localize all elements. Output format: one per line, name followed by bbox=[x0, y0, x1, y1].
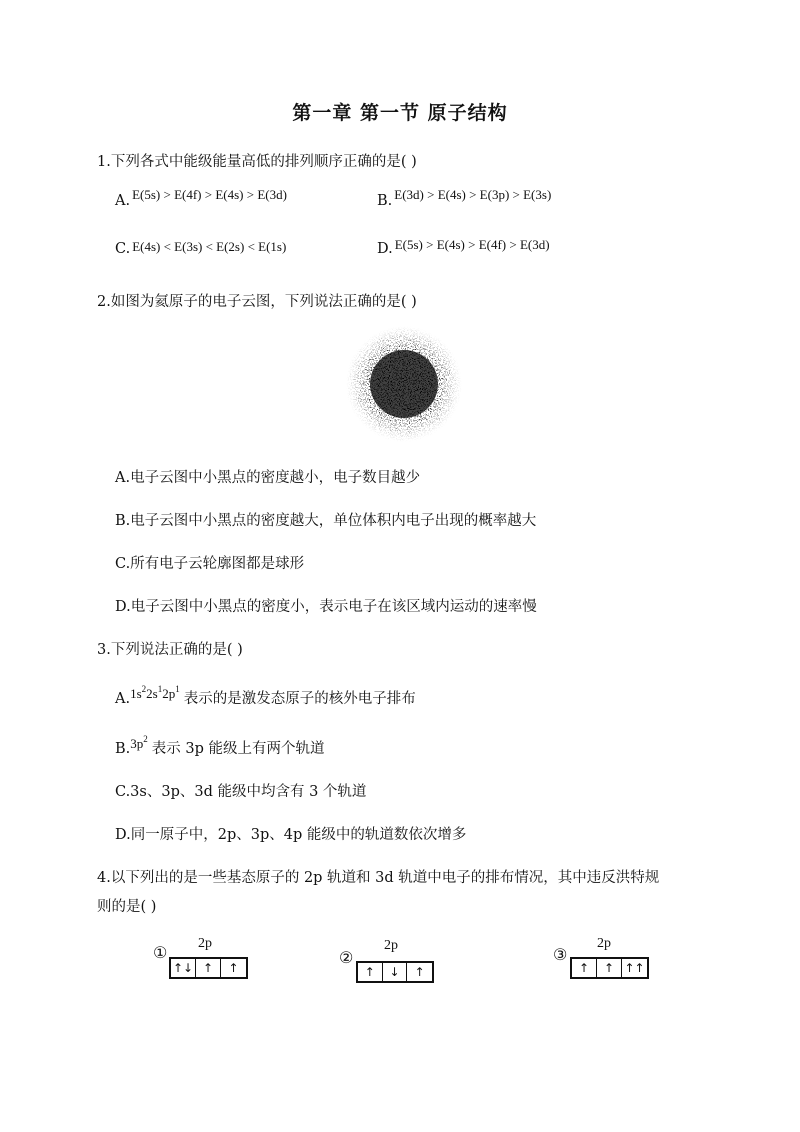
orbital-cell: ↑ bbox=[572, 959, 597, 977]
orbital-box bbox=[570, 957, 649, 979]
diagram-number: ② bbox=[339, 948, 354, 967]
q1-option-a-letter: A. bbox=[115, 193, 131, 209]
q3-option-a[interactable] bbox=[115, 684, 416, 708]
diagram-number: ③ bbox=[553, 945, 568, 964]
q1-option-b[interactable] bbox=[377, 187, 552, 209]
electron-cloud-image bbox=[345, 325, 463, 443]
q2-option-b[interactable]: B.电子云图中小黑点的密度越大，单位体积内电子出现的概率越大 bbox=[115, 513, 537, 529]
q3-option-a-config: $1s^22s^12p^1$ bbox=[130, 684, 180, 701]
orbital-cell: ↑ bbox=[358, 963, 383, 981]
question-3-stem: 3.下列说法正确的是( ) bbox=[97, 642, 243, 658]
q1-option-c[interactable] bbox=[115, 241, 286, 257]
q3-option-d[interactable]: D.同一原子中，2p、3p、4p 能级中的轨道数依次增多 bbox=[115, 827, 467, 843]
orbital-cell: ↑ bbox=[196, 959, 221, 977]
question-4-stem-line2: 则的是( ) bbox=[97, 899, 157, 915]
q2-option-c[interactable]: C.所有电子云轮廓图都是球形 bbox=[115, 556, 305, 572]
q1-option-d[interactable] bbox=[377, 237, 550, 257]
orbital-cell: ↑↑ bbox=[624, 961, 645, 975]
q3-option-a-letter: A. bbox=[115, 691, 131, 707]
q1-option-a-formula: E(5s) > E(4f) > E(4s) > E(3d) bbox=[132, 187, 287, 202]
question-1-stem: 1.下列各式中能级能量高低的排列顺序正确的是( ) bbox=[97, 154, 417, 170]
q1-option-c-formula: E(4s) < E(3s) < E(2s) < E(1s) bbox=[132, 239, 287, 254]
q3-option-b-letter: B. bbox=[115, 741, 131, 757]
orbital-box bbox=[169, 957, 248, 979]
q3-option-b-text: 表示 3p 能级上有两个轨道 bbox=[151, 741, 325, 757]
q1-option-d-formula: E(5s) > E(4s) > E(4f) > E(3d) bbox=[394, 237, 550, 252]
q3-option-a-text: 表示的是激发态原子的核外电子排布 bbox=[183, 691, 416, 707]
orbital-cell: ↑ bbox=[414, 965, 425, 979]
q2-option-d[interactable]: D.电子云图中小黑点的密度小，表示电子在该区域内运动的速率慢 bbox=[115, 599, 537, 615]
orbital-label: 2p bbox=[198, 936, 212, 951]
question-4-stem-line1: 4.以下列出的是一些基态原子的 2p 轨道和 3d 轨道中电子的排布情况，其中违反洪特规 bbox=[97, 870, 660, 886]
q3-option-b[interactable] bbox=[115, 734, 325, 758]
orbital-cell: ↑ bbox=[597, 959, 622, 977]
orbital-label: 2p bbox=[597, 936, 611, 951]
orbital-cell: ↑↓ bbox=[171, 959, 196, 977]
q1-option-c-letter: C. bbox=[115, 241, 131, 257]
orbital-cell: ↑ bbox=[228, 961, 239, 975]
q1-option-b-formula: E(3d) > E(4s) > E(3p) > E(3s) bbox=[394, 187, 552, 202]
orbital-cell: ↓ bbox=[383, 963, 408, 981]
orbital-label: 2p bbox=[384, 938, 398, 953]
orbital-box bbox=[356, 961, 434, 983]
q2-option-a[interactable]: A.电子云图中小黑点的密度越小，电子数目越少 bbox=[115, 470, 421, 486]
q1-option-b-letter: B. bbox=[377, 193, 393, 209]
q3-option-b-config: $3p^2$ bbox=[130, 734, 148, 751]
diagram-number: ① bbox=[153, 943, 168, 962]
page-title: 第一章 第一节 原子结构 bbox=[292, 102, 508, 124]
q1-option-a[interactable] bbox=[115, 187, 287, 209]
q1-option-d-letter: D. bbox=[377, 241, 393, 257]
question-2-stem: 2.如图为氦原子的电子云图，下列说法正确的是( ) bbox=[97, 294, 417, 310]
q3-option-c[interactable]: C.3s、3p、3d 能级中均含有 3 个轨道 bbox=[115, 784, 367, 800]
